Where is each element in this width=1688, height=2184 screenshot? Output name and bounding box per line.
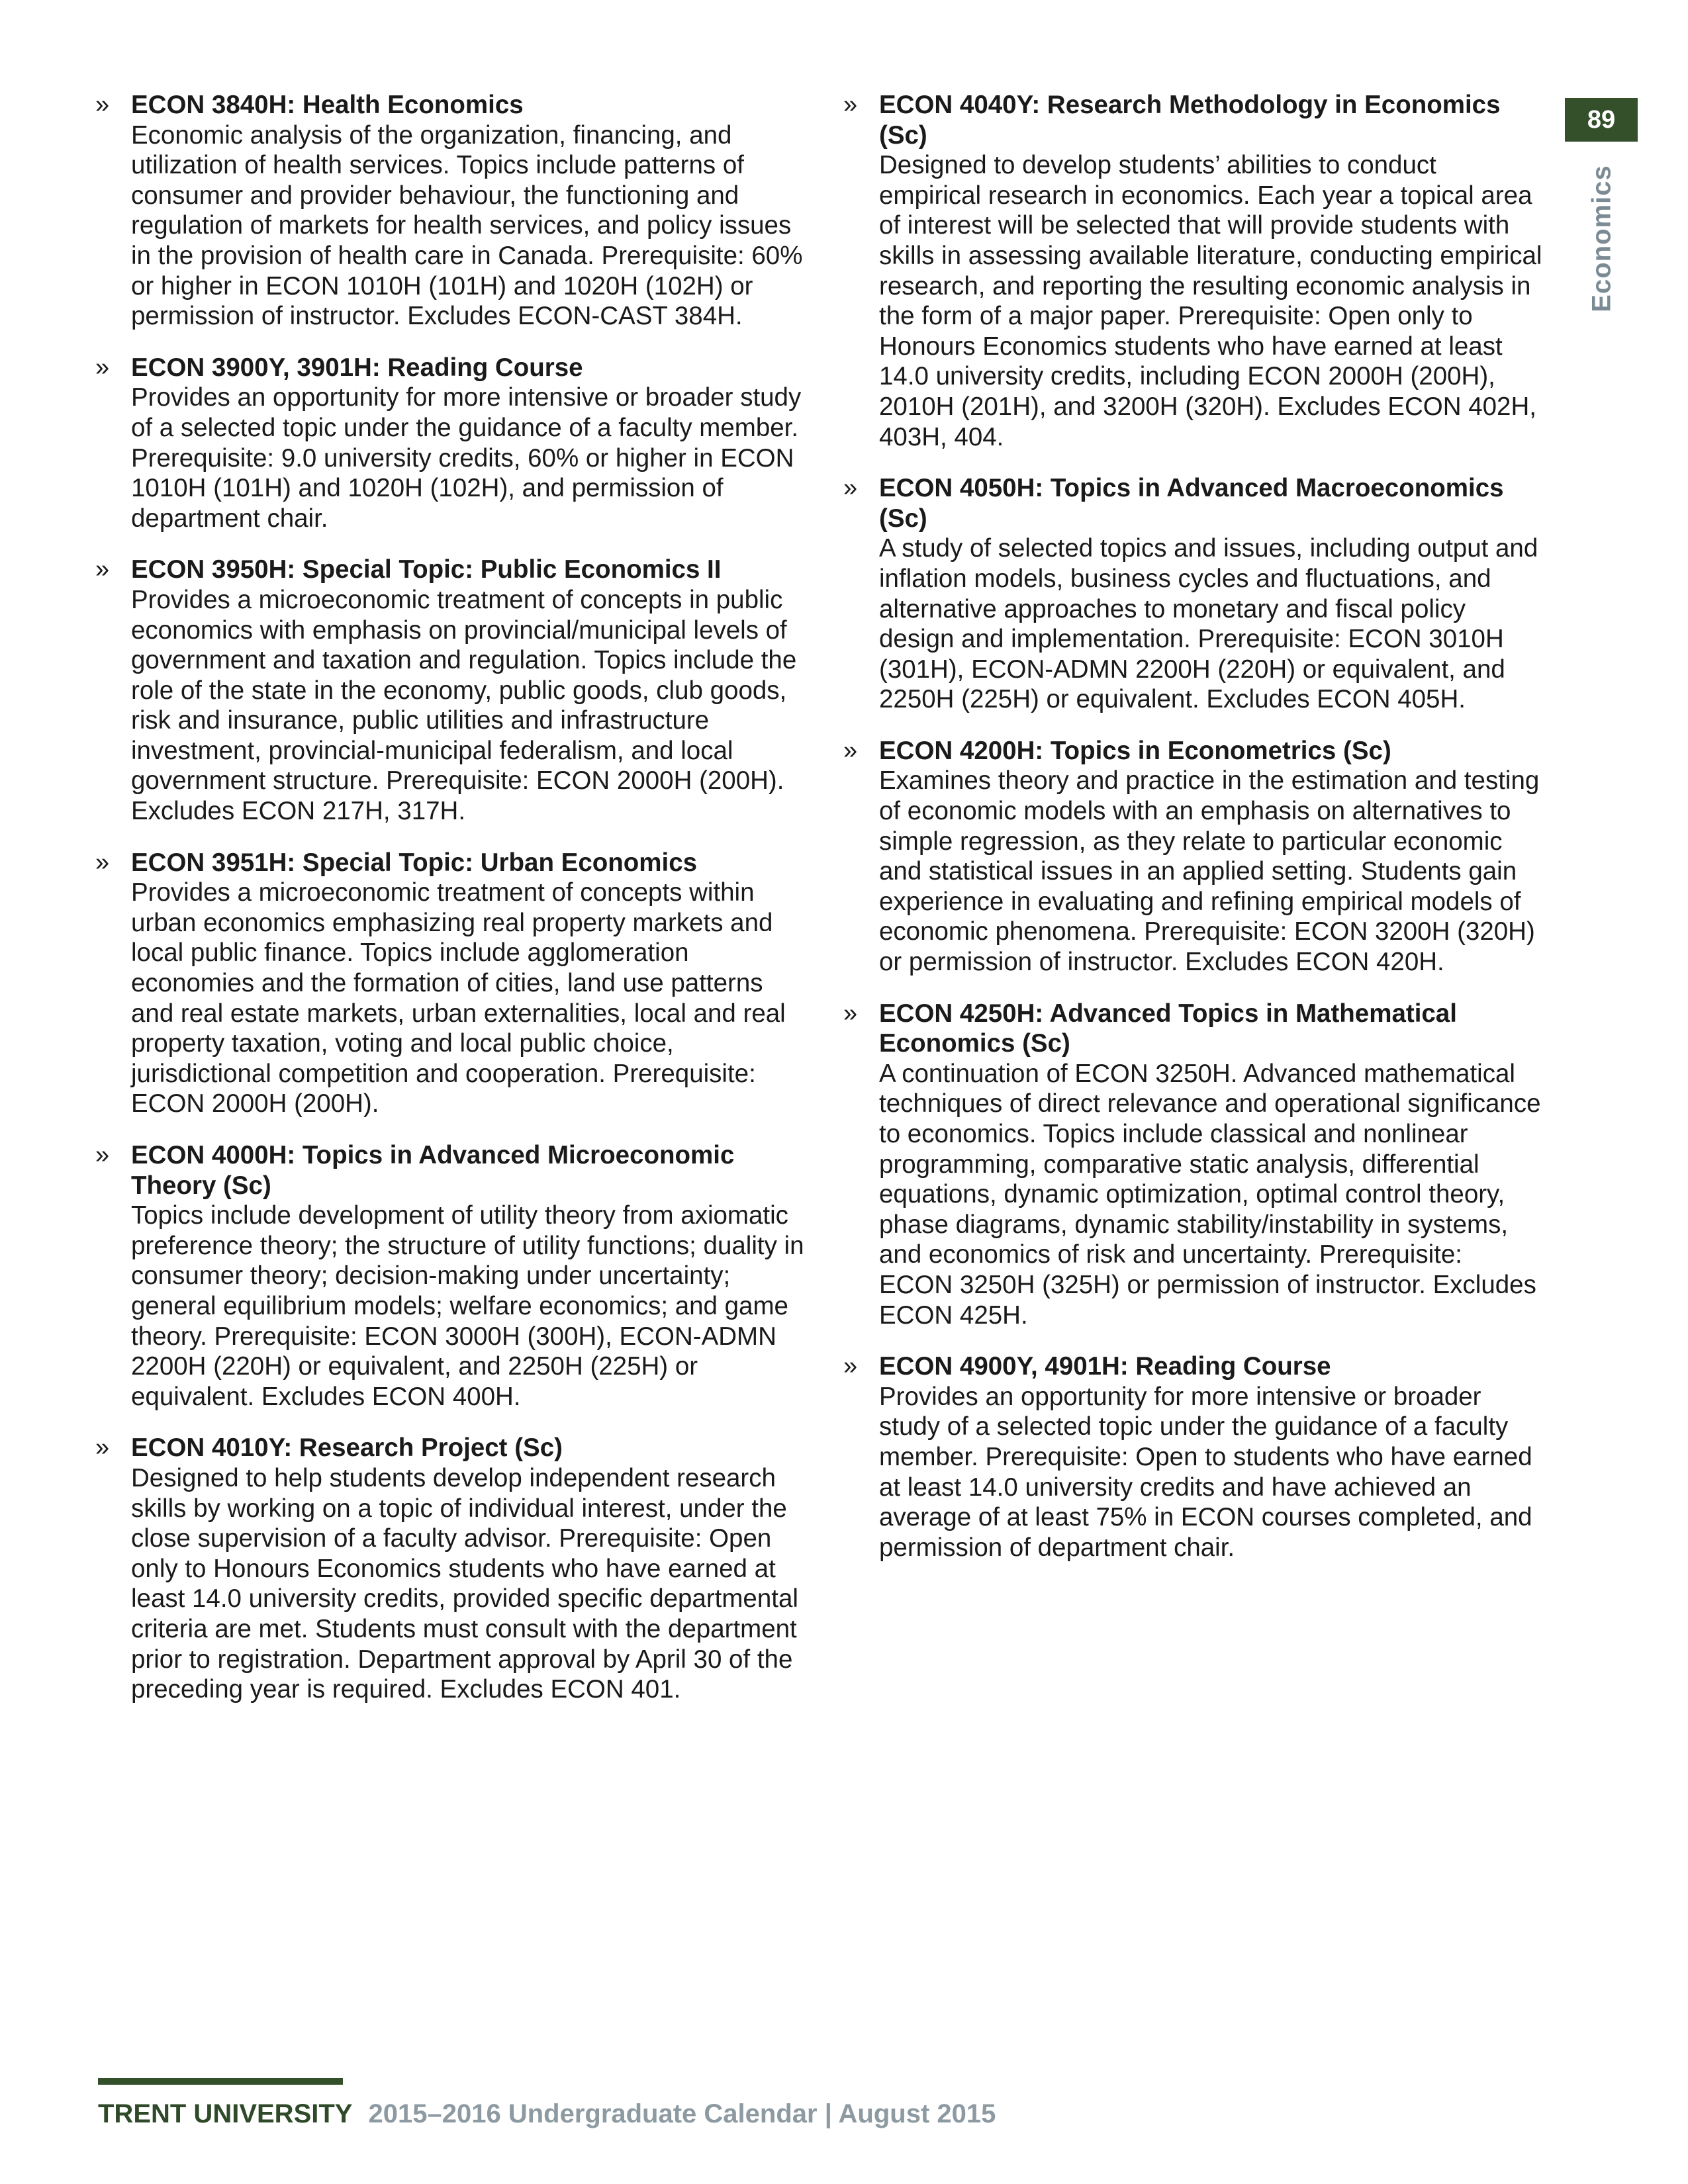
course-title: ECON 3840H: Health Economics — [131, 91, 524, 119]
bullet-marker: » — [95, 555, 110, 584]
bullet-marker: » — [843, 474, 858, 502]
course-title: ECON 4040Y: Research Methodology in Economics (Sc) — [879, 91, 1501, 150]
bullet-marker: » — [95, 353, 110, 381]
course-entry — [93, 555, 808, 826]
course-description: Topics include development of utility theory from axiomatic preference theory; the structure of utility functions; duality in consumer theory; decision-making under uncertainty; general equilibrium models; welfare economics; and game theory. Prerequisite: ECON 3000H (300H), ECON-ADMN 2200H (220H) or equivalent, and 2250H (225H) or equivalent. Excludes ECON 400H. — [131, 1201, 804, 1411]
course-description: Provides a microeconomic treatment of concepts in public economics with emphasis on provincial/municipal levels of government and taxation and regulation. Topics include the role of the state in the economy, public goods, club goods, risk and insurance, public utilities and infrastructure investment, provincial-municipal federalism, and local government structure. Prerequisite: ECON 2000H (200H). Excludes ECON 217H, 317H. — [131, 585, 797, 826]
footer-university: TRENT UNIVERSITY — [98, 2099, 353, 2128]
course-description: Provides a microeconomic treatment of concepts within urban economics emphasizing real property markets and local public finance. Topics include agglomeration economies and the formation of cities, land use patterns and real estate markets, urban externalities, local and real property taxation, voting and local public choice, jurisdictional competition and cooperation. Prerequisite: ECON 2000H (200H). — [131, 878, 786, 1118]
course-entry — [93, 1433, 808, 1704]
bullet-marker: » — [843, 736, 858, 764]
course-description: Designed to develop students’ abilities to conduct empirical research in economics. Each year a topical area of interest will be selected that will provide students with skills in assessing available literature, conducting empirical research, and reporting the resulting economic analysis in the form of a major paper. Prerequisite: Open only to Honours Economics students who have earned at least 14.0 university credits, including ECON 2000H (200H), 2010H (201H), and 3200H (320H). Excludes ECON 402H, 403H, 404. — [879, 151, 1542, 451]
course-title: ECON 3950H: Special Topic: Public Economics II — [131, 555, 722, 584]
bullet-marker: » — [843, 1352, 858, 1381]
bullet-marker: » — [95, 91, 110, 118]
course-entry — [93, 848, 808, 1119]
course-title: ECON 4250H: Advanced Topics in Mathematical Economics (Sc) — [879, 999, 1457, 1058]
page-number-badge: 89 — [1565, 98, 1638, 142]
page-footer — [98, 2099, 996, 2129]
course-entry — [841, 90, 1542, 452]
course-entry — [841, 473, 1542, 715]
course-description: Designed to help students develop independent research skills by working on a topic of individual interest, under the close supervision of a faculty advisor. Prerequisite: Open only to Honours Economics students who have earned at least 14.0 university credits, provided specific departmental criteria are met. Students must consult with the department prior to registration. Department approval by April 30 of the preceding year is required. Excludes ECON 401. — [131, 1463, 798, 1704]
course-title: ECON 4050H: Topics in Advanced Macroeconomics (Sc) — [879, 474, 1504, 533]
course-entry — [841, 1351, 1542, 1563]
course-description: A study of selected topics and issues, including output and inflation models, business cycles and fluctuations, and alternative approaches to monetary and fiscal policy design and implementation. Prerequisite: ECON 3010H (301H), ECON-ADMN 2200H (220H) or equivalent, and 2250H (225H) or equivalent. Excludes ECON 405H. — [879, 534, 1538, 714]
course-description: A continuation of ECON 3250H. Advanced mathematical techniques of direct relevance and operational significance to economics. Topics include classical and nonlinear programming, comparative static analysis, differential equations, dynamic optimization, optimal control theory, phase diagrams, dynamic stability/instability in systems, and economics of risk and uncertainty. Prerequisite: ECON 3250H (325H) or permission of instructor. Excludes ECON 425H. — [879, 1059, 1541, 1330]
footer-calendar: 2015–2016 Undergraduate Calendar | August 2015 — [368, 2099, 996, 2128]
course-description: Provides an opportunity for more intensive or broader study of a selected topic under the guidance of a faculty member. Prerequisite: 9.0 university credits, 60% or higher in ECON 1010H (101H) and 1020H (102H), and permission of department chair. — [131, 383, 802, 533]
bullet-marker: » — [95, 1141, 110, 1169]
course-title: ECON 4200H: Topics in Econometrics (Sc) — [879, 736, 1391, 765]
course-title: ECON 4900Y, 4901H: Reading Course — [879, 1352, 1331, 1381]
course-description: Provides an opportunity for more intensive or broader study of a selected topic under the guidance of a faculty member. Prerequisite: Open to students who have earned at least 14.0 university credits and have achieved an average of at least 75% in ECON courses completed, and permission of department chair. — [879, 1382, 1532, 1562]
course-entry — [841, 736, 1542, 978]
bullet-marker: » — [843, 91, 858, 118]
bullet-marker: » — [95, 1433, 110, 1462]
course-title: ECON 3951H: Special Topic: Urban Economics — [131, 848, 698, 877]
bullet-marker: » — [95, 848, 110, 876]
course-description: Economic analysis of the organization, financing, and utilization of health services. Topics include patterns of consumer and provider behaviour, the functioning and regulation of markets for health services, and policy issues in the provision of health care in Canada. Prerequisite: 60% or higher in ECON 1010H (101H) and 1020H (102H) or permission of instructor. Excludes ECON-CAST 384H. — [131, 120, 803, 331]
bullet-marker: » — [843, 999, 858, 1027]
course-entry — [93, 1140, 808, 1412]
footer-rule — [98, 2078, 343, 2085]
course-entry — [841, 999, 1542, 1331]
course-entry — [93, 90, 808, 332]
course-entry — [93, 353, 808, 534]
course-title: ECON 3900Y, 3901H: Reading Course — [131, 353, 583, 382]
section-tab — [1575, 165, 1628, 311]
left-column — [93, 90, 808, 1726]
right-column — [841, 90, 1542, 1584]
course-title: ECON 4010Y: Research Project (Sc) — [131, 1433, 563, 1463]
section-tab-label: Economics — [1587, 164, 1617, 312]
course-description: Examines theory and practice in the estimation and testing of economic models with an emphasis on alternatives to simple regression, as they relate to particular economic and statistical issues in an applied setting. Students gain experience in evaluating and refining empirical models of economic phenomena. Prerequisite: ECON 3200H (320H) or permission of instructor. Excludes ECON 420H. — [879, 766, 1540, 977]
course-title: ECON 4000H: Topics in Advanced Microeconomic Theory (Sc) — [131, 1141, 735, 1200]
